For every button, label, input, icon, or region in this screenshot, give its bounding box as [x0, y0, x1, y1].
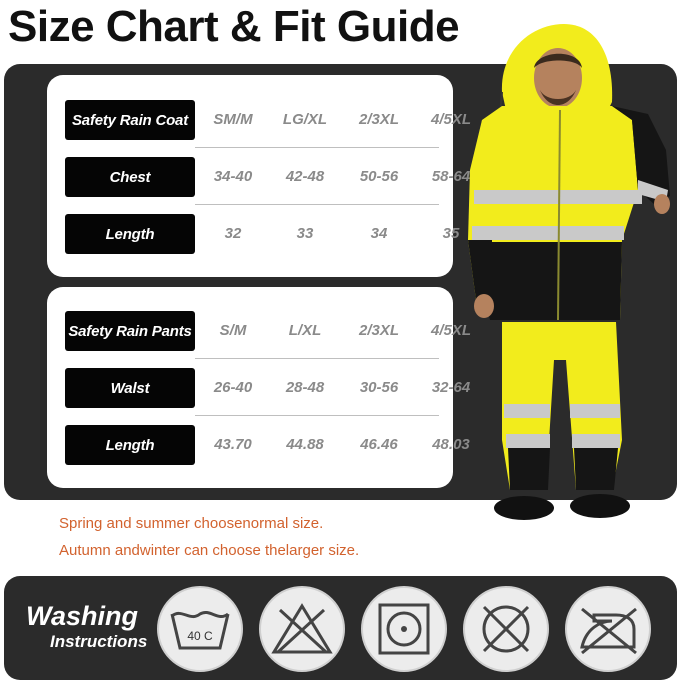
do-not-dry-clean-icon [463, 586, 549, 672]
table-cell: 44.88 [286, 436, 324, 453]
wash-40c-icon [157, 586, 243, 672]
coat-table-title: Safety Rain Coat [65, 100, 195, 140]
table-row [47, 148, 471, 205]
tumble-dry-icon [361, 586, 447, 672]
do-not-iron-icon [565, 586, 651, 672]
pants-size-table [47, 287, 472, 488]
model-in-rain-suit [462, 20, 674, 526]
do-not-bleach-icon [259, 586, 345, 672]
reflective-stripe [472, 226, 624, 240]
size-heading: 2/3XL [358, 111, 400, 128]
row-label-chest: Chest [65, 157, 195, 197]
size-heading: 4/5XL [430, 322, 472, 339]
table-cell: 30-56 [359, 379, 399, 396]
size-heading: S/M [219, 322, 247, 339]
table-cell: 48.03 [432, 436, 470, 453]
table-cell: 58-64 [431, 168, 471, 185]
sizing-note: Spring and summer choosenormal size. [59, 515, 324, 532]
row-label-length: Length [65, 425, 195, 465]
table-cell: 35 [442, 225, 460, 242]
wash-temp-label: 40 C [187, 629, 213, 643]
size-heading: 2/3XL [358, 322, 400, 339]
table-cell: 33 [296, 225, 314, 242]
page-title: Size Chart & Fit Guide [8, 2, 460, 51]
table-row [47, 205, 460, 262]
coat-size-table [47, 75, 472, 277]
table-row [47, 416, 470, 473]
row-label-length: Length [65, 214, 195, 254]
table-row [47, 91, 472, 148]
table-cell: 42-48 [285, 168, 325, 185]
size-heading: SM/M [213, 111, 253, 128]
size-heading: LG/XL [282, 111, 328, 128]
sizing-note: Autumn andwinter can choose thelarger size. [59, 542, 360, 559]
table-cell: 32-64 [431, 379, 471, 396]
washing-title: Washing [26, 601, 139, 631]
washing-subtitle: Instructions [50, 632, 148, 651]
table-cell: 34-40 [213, 168, 253, 185]
pants-table-title: Safety Rain Pants [65, 311, 195, 351]
table-cell: 32 [224, 225, 242, 242]
reflective-stripe [474, 190, 642, 204]
table-row [47, 302, 472, 359]
size-heading: L/XL [288, 322, 322, 339]
table-cell: 43.70 [214, 436, 252, 453]
table-cell: 34 [370, 225, 388, 242]
table-cell: 46.46 [360, 436, 398, 453]
table-cell: 26-40 [213, 379, 253, 396]
table-cell: 50-56 [359, 168, 399, 185]
table-row [47, 359, 471, 416]
size-heading: 4/5XL [430, 111, 472, 128]
table-cell: 28-48 [285, 379, 325, 396]
row-label-waist: Walst [65, 368, 195, 408]
